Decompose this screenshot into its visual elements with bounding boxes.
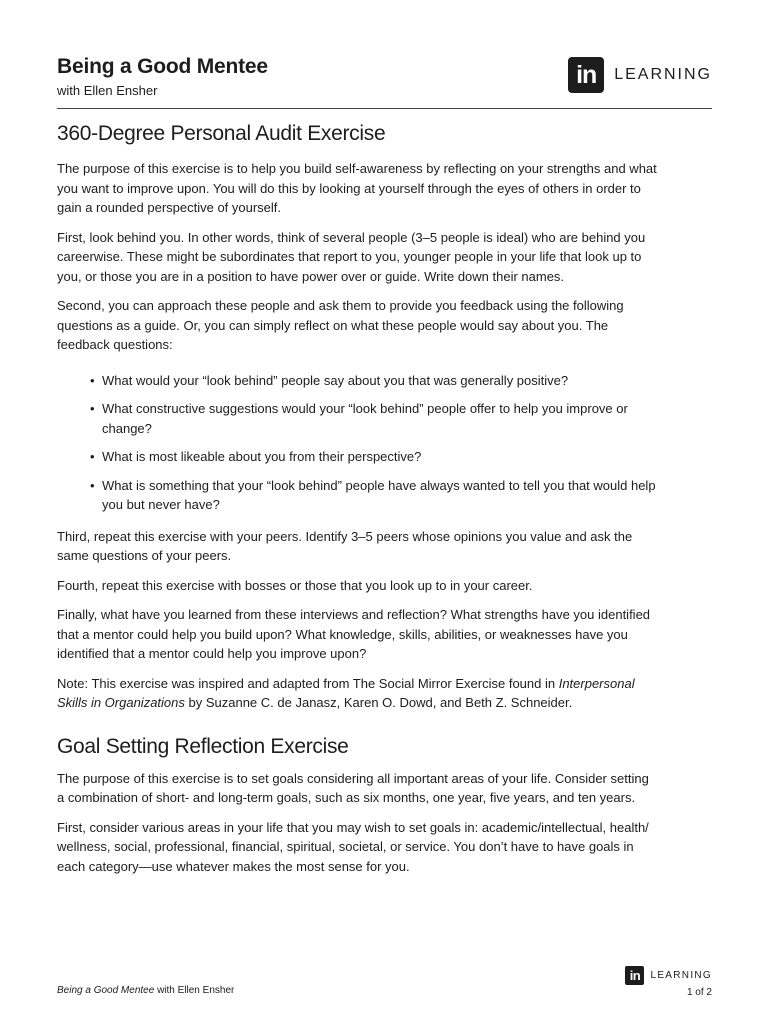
list-item <box>90 447 657 467</box>
footer-linkedin-learning-logo <box>625 966 712 985</box>
list-item <box>90 476 657 515</box>
linkedin-learning-logo <box>568 57 712 93</box>
footer-author: with Ellen Ensher <box>154 985 235 996</box>
linkedin-icon: in <box>568 57 604 93</box>
learning-wordmark: LEARNING <box>650 970 712 981</box>
paragraph: Fourth, repeat this exercise with bosses or those that you look up to in your career. <box>57 577 533 593</box>
footer-course-line <box>57 985 234 996</box>
page-header <box>57 55 712 109</box>
paragraph: First, consider various areas in your life that you may wish to set goals in: academic/intellectual, health/ wellness, social, professional, financial, spiritual, societal, or service. You don’t have to have goals in each category—use whatever makes the most sense for you. <box>57 819 649 874</box>
book-title: Interpersonal Skills in Organizations <box>57 675 635 710</box>
course-author: with Ellen Ensher <box>57 83 158 98</box>
bullet-icon: • <box>90 449 95 464</box>
footer-course-title: Being a Good Mentee <box>57 985 155 996</box>
list-item-text: What would your “look behind” people say about you that was generally positive? <box>102 372 569 388</box>
section-heading-goal-setting: Goal Setting Reflection Exercise <box>57 734 349 758</box>
linkedin-icon: in <box>625 966 644 985</box>
course-title: Being a Good Mentee <box>57 55 268 78</box>
paragraph: Second, you can approach these people and ask them to provide you feedback using the following questions as a guide. Or, you can simply reflect on what these people would say about you. The feedback questions: <box>57 298 624 352</box>
paragraph: Finally, what have you learned from these interviews and reflection? What strengths have you identified that a mentor could help you build upon? What knowledge, skills, abilities, or weaknesses have you identified that a mentor could help you improve upon? <box>57 607 651 661</box>
page-number: 1 of 2 <box>686 987 712 998</box>
learning-wordmark: LEARNING <box>614 66 712 83</box>
note-prefix: Note: This exercise was inspired and adapted from The Social Mirror Exercise found in <box>57 675 559 691</box>
paragraph: First, look behind you. In other words, think of several people (3–5 people is ideal) who are behind you careerwise. These might be subordinates that report to you, younger people in your life that look up to you, or those you are in a position to have power over or guide. Write down their names. <box>57 229 646 284</box>
section-heading-audit: 360-Degree Personal Audit Exercise <box>57 122 386 145</box>
paragraph: Third, repeat this exercise with your peers. Identify 3–5 peers whose opinions you value and ask the same questions of your peers. <box>57 528 633 563</box>
bullet-icon: • <box>90 401 95 416</box>
list-item-text: What constructive suggestions would your “look behind” people offer to help you improve or change? <box>102 401 628 436</box>
list-item <box>90 371 657 391</box>
feedback-questions-list <box>57 371 657 515</box>
source-note <box>57 674 657 713</box>
list-item-text: What is something that your “look behind” people have always wanted to tell you that would help you but never have? <box>102 477 656 512</box>
note-suffix: by Suzanne C. de Janasz, Karen O. Dowd, and Beth Z. Schneider. <box>184 695 573 710</box>
list-item <box>90 399 657 438</box>
paragraph: The purpose of this exercise is to help you build self-awareness by reflecting on your strengths and what you want to improve upon. You will do this by looking at yourself through the eyes of others in order to gain a rounded perspective of yourself. <box>57 161 657 215</box>
list-item-text: What is most likeable about you from their perspective? <box>102 449 422 464</box>
document-body <box>57 122 657 886</box>
bullet-icon: • <box>90 477 95 493</box>
paragraph: The purpose of this exercise is to set goals considering all important areas of your life. Consider setting a combination of short- and long-term goals, such as six months, one year, five years, and ten years. <box>57 770 649 805</box>
bullet-icon: • <box>90 372 95 388</box>
